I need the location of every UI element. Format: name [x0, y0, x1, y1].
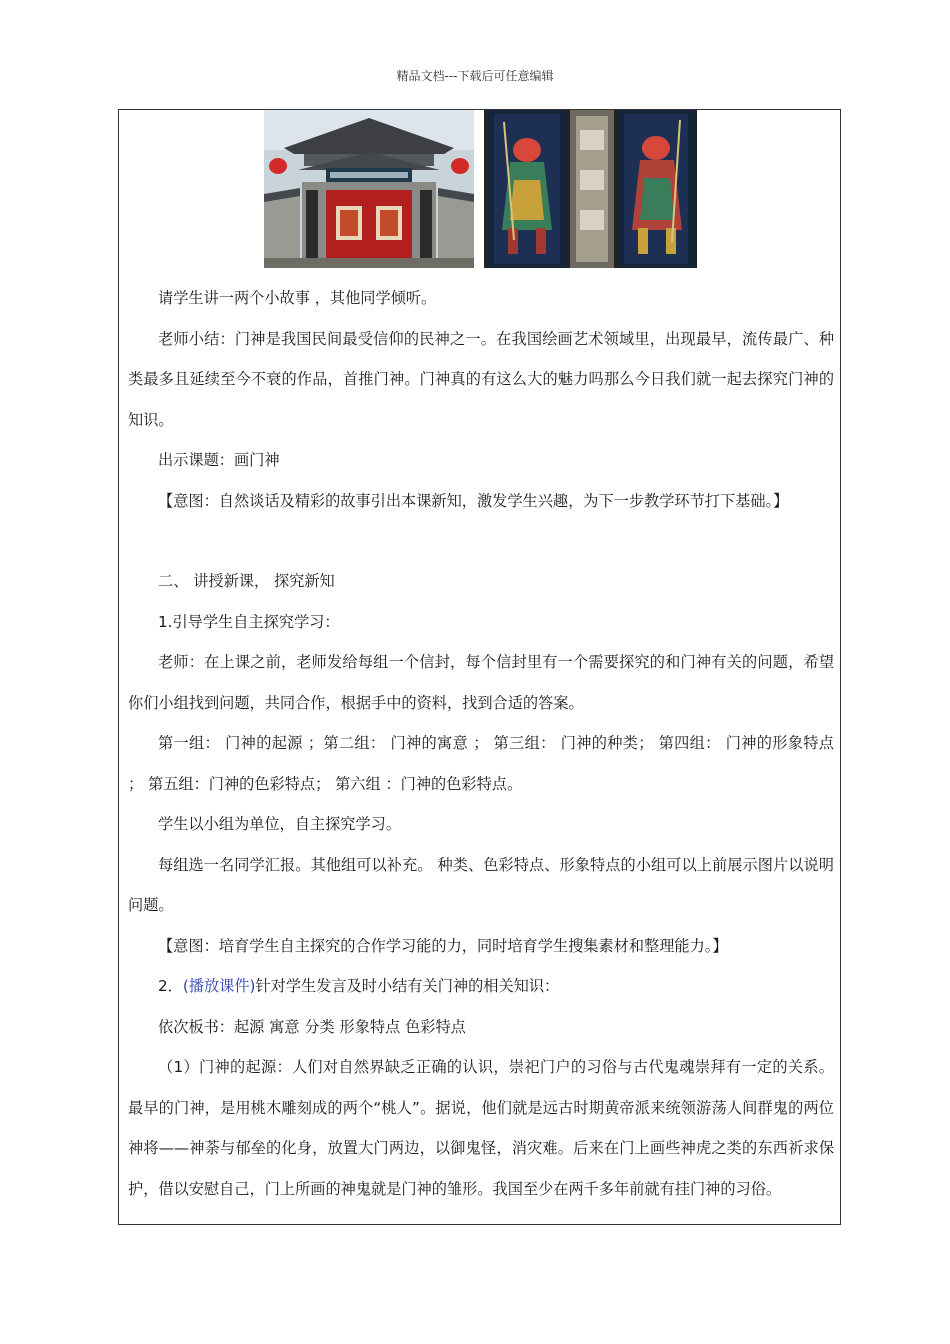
paragraph-teacher-envelope: 老师：在上课之前，老师发给每组一个信封，每个信封里有一个需要探究的和门神有关的问题，希望你们小组找到问题，共同合作，根据手中的资料，找到合适的答案。	[128, 653, 834, 712]
paragraph-guide-study: 1.引导学生自主探究学习：	[158, 612, 340, 631]
paragraph-intent-2: 【意图：培育学生自主探究的合作学习能的力，同时培育学生搜集素材和整理能力。】	[158, 936, 728, 955]
paragraph-group-report: 每组选一名同学汇报。其他组可以补充。 种类、色彩特点、形象特点的小组可以上前展示图片以说明问题。	[128, 855, 834, 914]
temple-gate-photo	[264, 110, 474, 268]
paragraph-board-writing: 依次板书：起源 寓意 分类 形象特点 色彩特点	[158, 1017, 466, 1036]
page-header: 精品文档---下载后可任意编辑	[396, 69, 554, 83]
paragraph-show-topic: 出示课题：画门神	[158, 451, 280, 469]
paragraph-teacher-summary: 老师小结：门神是我国民间最受信仰的民神之一。在我国绘画艺术领域里，出现最早，流传最广、种类最多且延续至今不衰的作品，首推门神。门神真的有这么大的魅力吗那么今日我们就一起去探究门神的知识。	[128, 329, 834, 429]
play-courseware-link[interactable]: (播放课件)	[182, 977, 256, 995]
paragraph-story-request: 请学生讲一两个小故事 ，其他同学倾听。	[158, 289, 437, 307]
paragraph-origin: （1）门神的起源：人们对自然界缺乏正确的认识，崇祀门户的习俗与古代鬼魂崇拜有一定的关系。最早的门神，是用桃木雕刻成的两个“桃人”。据说，他们就是远古时期黄帝派来统领游荡人间群鬼的两位神将——神荼与郁垒的化身，放置大门两边，以御鬼怪，消灾难。后来在门上画些神虎之类的东西祈求保护，借以安慰自己，门上所画的神鬼就是门神的雏形。我国至少在两千多年前就有挂门神的习俗。	[128, 1058, 834, 1198]
section-heading-two: 二、 讲授新课， 探究新知	[158, 572, 335, 590]
paragraph-intent-1: 【意图：自然谈话及精彩的故事引出本课新知，激发学生兴趣，为下一步教学环节打下基础。】	[158, 491, 789, 510]
paragraph-group-topics: 第一组： 门神的起源 ；第二组： 门神的寓意 ； 第三组： 门神的种类； 第四组： 门神的形象特点 ； 第五组：门神的色彩特点； 第六组 ：门神的色彩特点。	[128, 734, 834, 793]
photo-row	[264, 110, 697, 268]
item-number: 2．	[158, 977, 183, 995]
blank-line	[128, 521, 834, 561]
door-god-paintings-photo	[484, 110, 697, 268]
paragraph-group-study: 学生以小组为单位，自主探究学习。	[158, 815, 401, 833]
lesson-body	[128, 278, 834, 1209]
paragraph-play-courseware	[128, 966, 834, 1007]
courseware-description: 针对学生发言及时小结有关门神的相关知识：	[255, 977, 560, 995]
